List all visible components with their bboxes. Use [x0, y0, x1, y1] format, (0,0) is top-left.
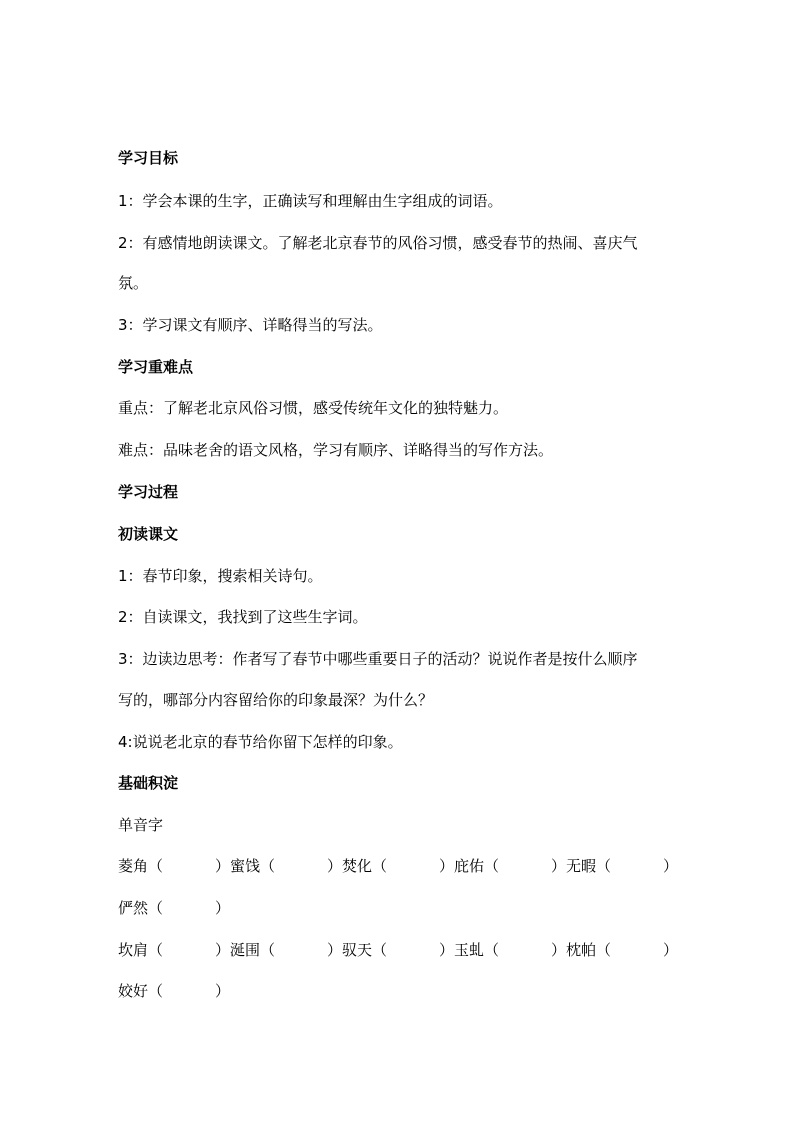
first-reading-3-line-1: 3：边读边思考：作者写了春节中哪些重要日子的活动？说说作者是按什么顺序: [118, 650, 638, 668]
first-reading-4: 4:说说老北京的春节给你留下怎样的印象。: [118, 733, 403, 751]
heading-learning-objectives: 学习目标: [118, 149, 179, 167]
heading-first-reading: 初读课文: [118, 525, 179, 543]
vocab-item: ）: [215, 982, 231, 1000]
vocab-item: ）无暇（: [551, 857, 612, 875]
objective-3: 3：学习课文有顺序、详略得当的写法。: [118, 316, 383, 334]
vocab-item: ）蜜饯（: [215, 857, 276, 875]
objective-2-line-1: 2：有感情地朗读课文。了解老北京春节的风俗习惯，感受春节的热闹、喜庆气: [118, 234, 638, 252]
key-focus: 重点：了解老北京风俗习惯，感受传统年文化的独特魅力。: [118, 399, 509, 417]
objective-2-line-2: 氛。: [118, 274, 149, 292]
objective-1: 1：学会本课的生字，正确读写和理解由生字组成的词语。: [118, 192, 503, 210]
vocab-item: ）涎围（: [215, 941, 276, 959]
vocab-item: ）: [215, 899, 231, 917]
vocab-item: ）驭天（: [327, 941, 388, 959]
first-reading-2: 2：自读课文，我找到了这些生字词。: [118, 608, 368, 626]
vocab-item: 俨然（: [118, 899, 164, 917]
vocab-row-1: [118, 856, 678, 876]
first-reading-1: 1：春节印象，搜索相关诗句。: [118, 567, 323, 585]
vocab-item: ）枕帕（: [551, 941, 612, 959]
vocab-item: ）: [663, 941, 679, 959]
vocab-item: 姣好（: [118, 982, 164, 1000]
vocab-item: ）庇佑（: [439, 857, 500, 875]
vocab-item: 坎肩（: [118, 941, 164, 959]
vocab-row-2: [118, 898, 678, 918]
vocab-item: 菱角（: [118, 857, 164, 875]
vocab-row-3: [118, 940, 678, 960]
vocab-item: ）焚化（: [327, 857, 388, 875]
vocab-item: ）玉虬（: [439, 941, 500, 959]
key-difficulty: 难点：品味老舍的语文风格，学习有顺序、详略得当的写作方法。: [118, 441, 554, 459]
heading-learning-process: 学习过程: [118, 483, 179, 501]
heading-key-points: 学习重难点: [118, 358, 194, 376]
vocab-item: ）: [663, 857, 679, 875]
subheading-single-pronunciation: 单音字: [118, 816, 164, 834]
vocab-row-4: [118, 981, 678, 1001]
heading-foundation: 基础积淀: [118, 774, 179, 792]
first-reading-3-line-2: 写的，哪部分内容留给你的印象最深？为什么？: [118, 691, 434, 709]
